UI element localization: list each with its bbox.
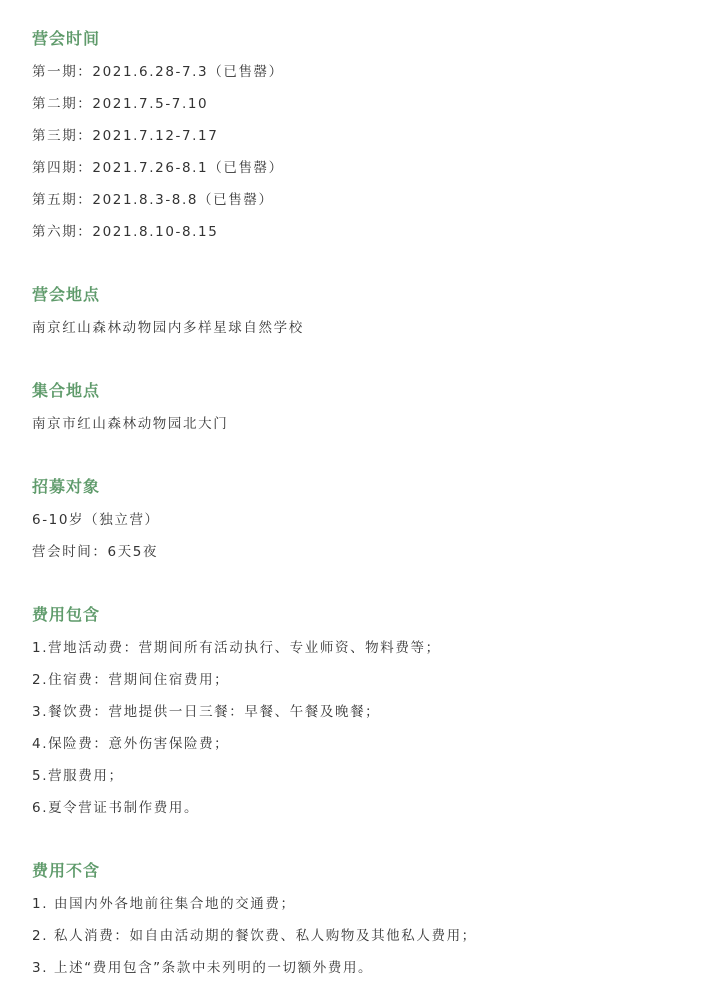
section-heading: 集合地点 <box>32 381 101 400</box>
excluded-item: 2. 私人消费：如自由活动期的餐饮费、私人购物及其他私人费用； <box>32 928 477 944</box>
section-recruit <box>32 476 692 498</box>
schedule-item: 第五期：2021.8.3-8.8（已售罄） <box>32 192 274 208</box>
schedule-item: 第一期：2021.6.28-7.3（已售罄） <box>32 64 284 80</box>
section-included <box>32 604 692 626</box>
section-schedule <box>32 28 692 50</box>
section-heading: 营会时间 <box>32 29 101 48</box>
section-excluded <box>32 860 692 882</box>
recruit-item: 营会时间：6天5夜 <box>32 544 159 560</box>
meeting-item: 南京市红山森林动物园北大门 <box>32 416 229 432</box>
venue-item: 南京红山森林动物园内多样星球自然学校 <box>32 320 304 336</box>
excluded-item: 1. 由国内外各地前往集合地的交通费； <box>32 896 296 912</box>
included-item: 1.营地活动费：营期间所有活动执行、专业师资、物料费等； <box>32 640 441 656</box>
included-item: 2.住宿费：营期间住宿费用； <box>32 672 230 688</box>
included-item: 4.保险费：意外伤害保险费； <box>32 736 230 752</box>
section-heading: 招募对象 <box>32 477 101 496</box>
excluded-item: 3. 上述“费用包含”条款中未列明的一切额外费用。 <box>32 960 374 976</box>
schedule-item: 第六期：2021.8.10-8.15 <box>32 224 219 240</box>
schedule-item: 第二期：2021.7.5-7.10 <box>32 96 209 112</box>
included-item: 3.餐饮费：营地提供一日三餐：早餐、午餐及晚餐； <box>32 704 381 720</box>
included-item: 6.夏令营证书制作费用。 <box>32 800 200 816</box>
schedule-item: 第四期：2021.7.26-8.1（已售罄） <box>32 160 284 176</box>
recruit-item: 6-10岁（独立营） <box>32 512 160 528</box>
section-meeting <box>32 380 692 402</box>
included-item: 5.营服费用； <box>32 768 124 784</box>
section-heading: 费用包含 <box>32 605 101 624</box>
section-venue <box>32 284 692 306</box>
section-heading: 营会地点 <box>32 285 101 304</box>
schedule-item: 第三期：2021.7.12-7.17 <box>32 128 219 144</box>
section-heading: 费用不含 <box>32 861 101 880</box>
